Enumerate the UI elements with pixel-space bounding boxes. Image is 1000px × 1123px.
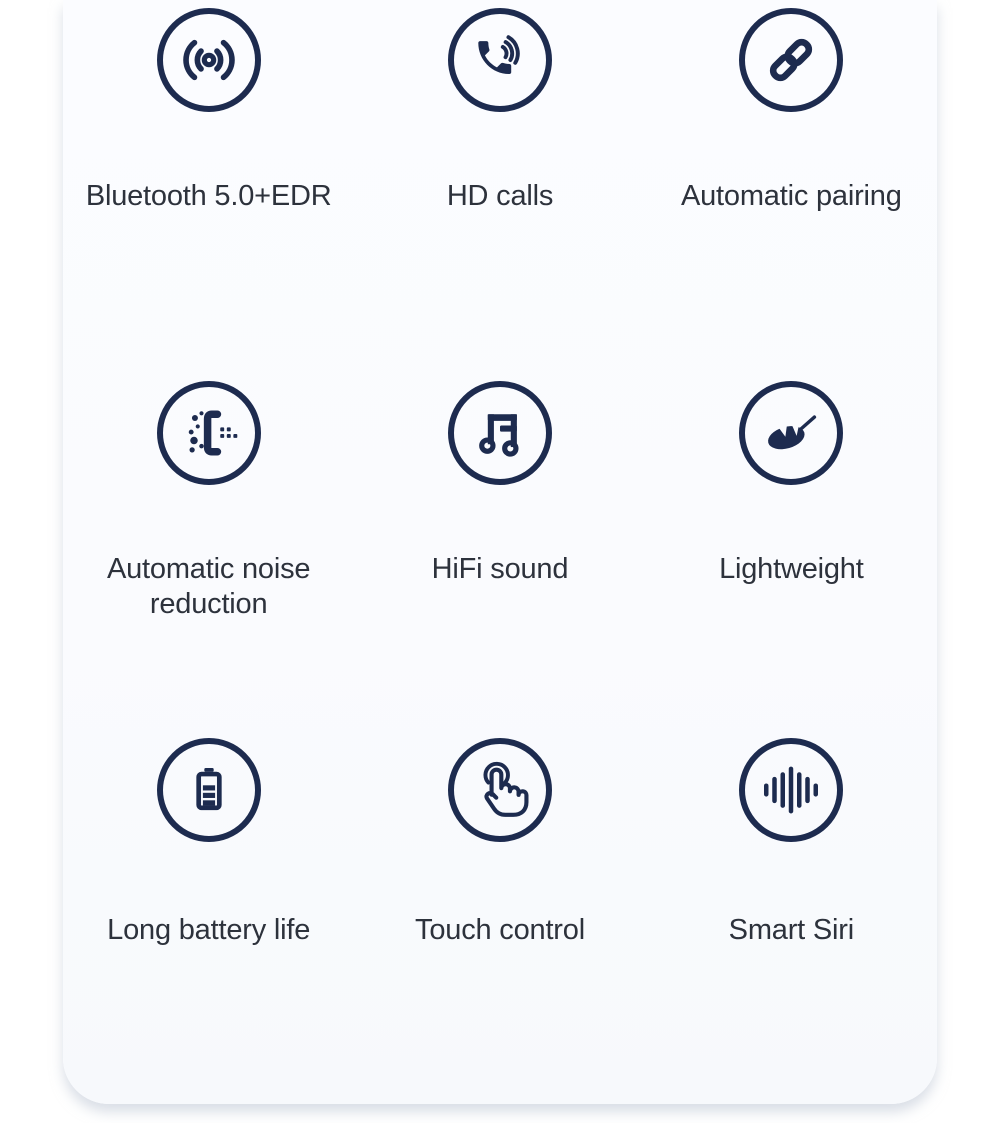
noise-reduction-icon	[157, 381, 261, 485]
chain-link-icon	[739, 8, 843, 112]
feature-label: Automatic pairing	[680, 180, 902, 212]
feature-card	[63, 0, 937, 1104]
feature-cell-hd-calls	[354, 8, 645, 214]
feather-icon	[739, 381, 843, 485]
feature-label: Long battery life	[107, 914, 311, 946]
feature-cell-battery	[63, 738, 354, 948]
feature-cell-pairing	[646, 8, 937, 214]
feature-row	[63, 381, 937, 622]
feature-label: Touch control	[415, 914, 585, 946]
feature-row	[63, 738, 937, 948]
feature-cell-hifi	[354, 381, 645, 622]
feature-label: Smart Siri	[728, 914, 854, 946]
touch-gesture-icon	[448, 738, 552, 842]
feature-label: HD calls	[446, 180, 554, 212]
wireless-signal-icon	[157, 8, 261, 112]
music-notes-icon	[448, 381, 552, 485]
feature-label: Bluetooth 5.0+EDR	[85, 180, 332, 212]
feature-cell-siri	[646, 738, 937, 948]
feature-label: Lightweight	[719, 553, 864, 585]
phone-call-icon	[448, 8, 552, 112]
feature-label: HiFi sound	[431, 553, 569, 585]
feature-row	[63, 8, 937, 214]
battery-icon	[157, 738, 261, 842]
feature-cell-bluetooth	[63, 8, 354, 214]
feature-cell-lightweight	[646, 381, 937, 622]
feature-cell-noise-reduction	[63, 381, 354, 622]
feature-cell-touch	[354, 738, 645, 948]
feature-label: Automatic noise reduction	[106, 553, 311, 620]
voice-wave-icon	[739, 738, 843, 842]
